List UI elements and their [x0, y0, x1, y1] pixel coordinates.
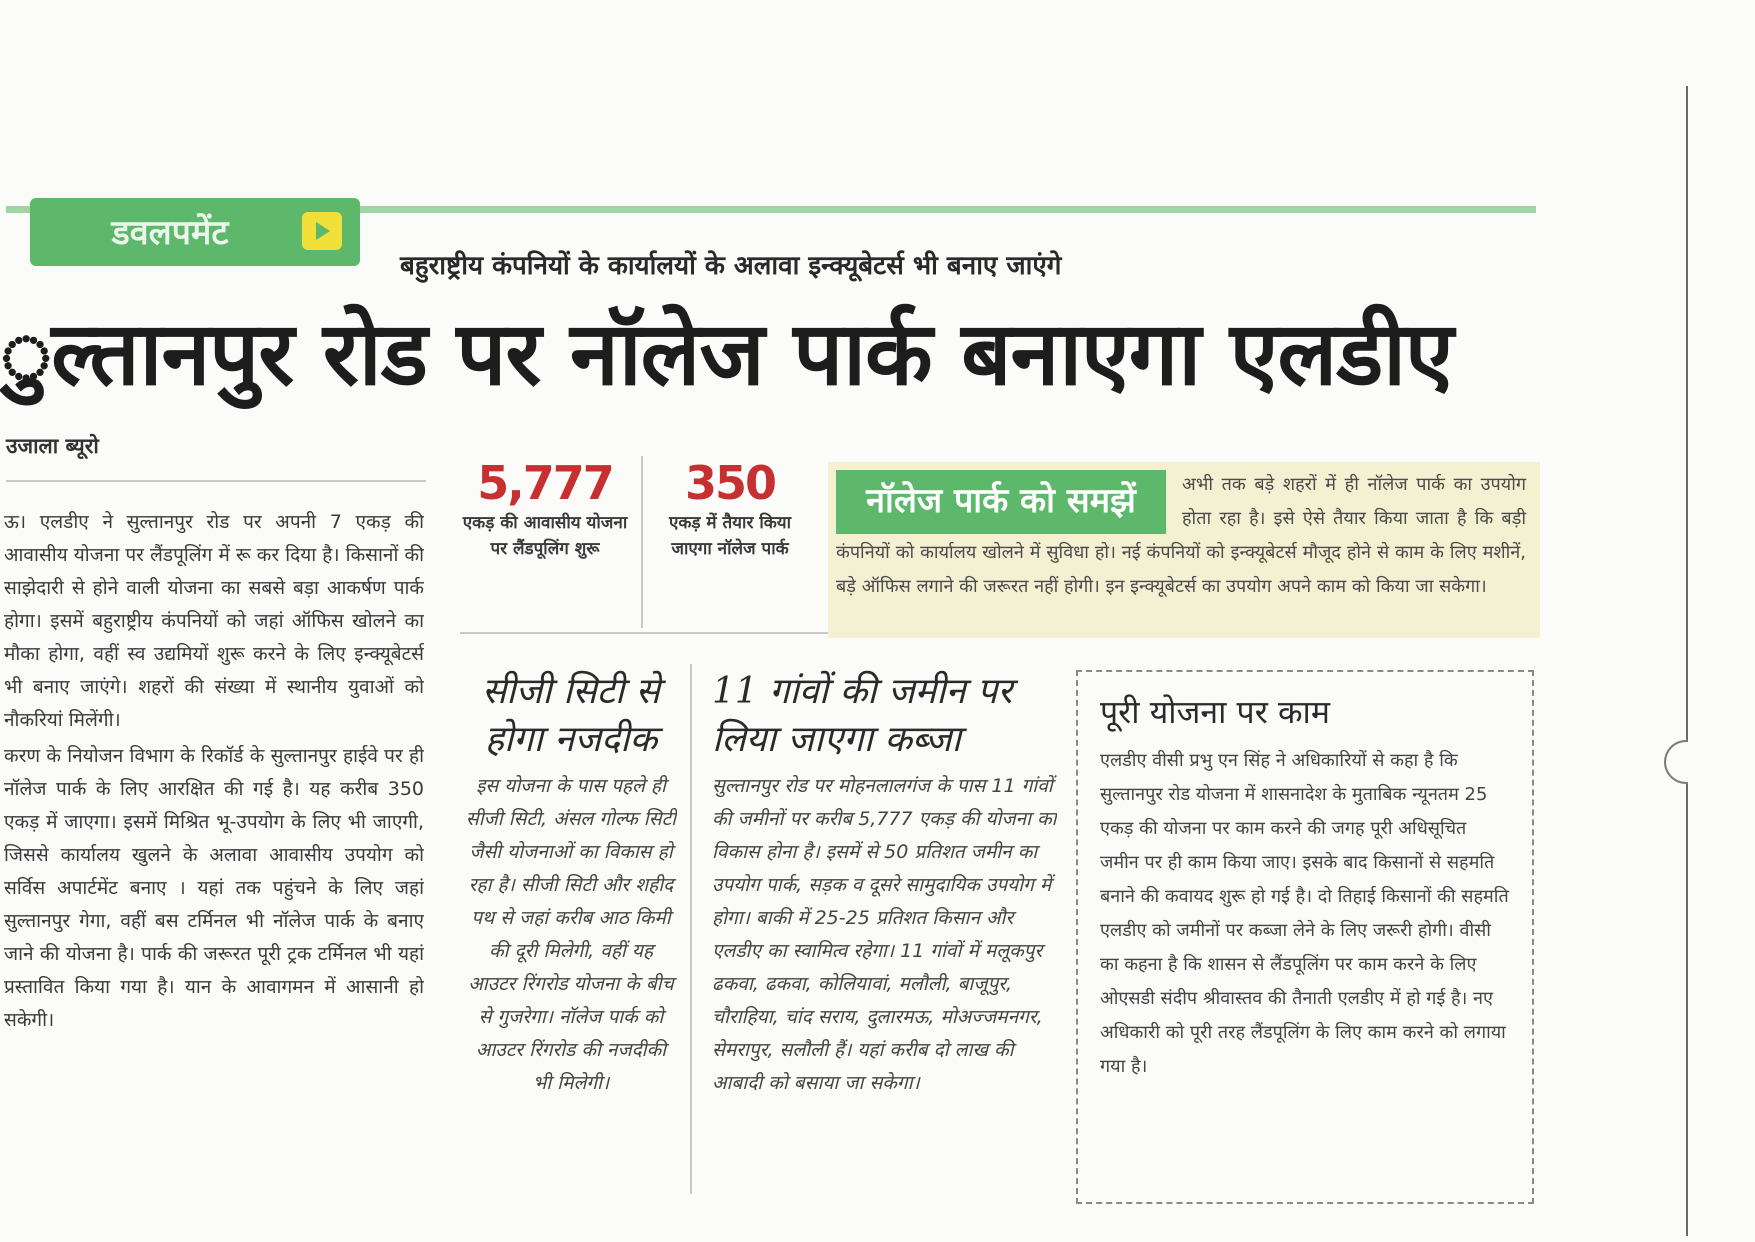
stat-block [460, 456, 630, 562]
column-b-heading: 11 गांवों की जमीन पर लिया जाएगा कब्जा [712, 671, 1013, 760]
left-paragraph: ऊ। एलडीए ने सुल्तानपुर रोड पर अपनी 7 एकड़ की आवासीय योजना पर लैंडपूलिंग में रू कर दिया है। किसानों की साझेदारी से होने वाली योजना का सबसे बड़ा आकर्षण पार्क होगा। इसमें बहुराष्ट्रीय कंपनियों को जहां ऑफिस खोलने का मौका होगा, वहीं स्व उद्यमियों शुरू करने के लिए इन्क्यूबेटर्स भी बनाए जाएंगे। शहरों की संख्या में स्थानीय युवाओं को नौकरियां मिलेंगी। [4, 511, 424, 731]
info-box-text: अभी तक बड़े शहरों में ही नॉलेज पार्क का उपयोग होता रहा है। इसे ऐसे तैयार किया जाता है कि बड़ी कंपनियों को कार्यालय खोलने में सुविधा हो। नई कंपनियों को इन्क्यूबेटर्स मौजूद होने से काम के लिए मशीनें, बड़े ऑफिस लगाने की जरूरत नहीं होगी। इन इन्क्यूबेटर्स का उपयोग अपने काम को किया जा सकेगा। [836, 474, 1526, 597]
info-box-title: नॉलेज पार्क को समझें [836, 470, 1166, 534]
column-a-body: इस योजना के पास पहले ही सीजी सिटी, अंसल गोल्फ सिटी जैसी योजनाओं का विकास हो रहा है। सीजी सिटी और शहीद पथ से जहां करीब आठ किमी की दूरी मिलेगी, वहीं यह आउटर रिंगरोड योजना के बीच से गुजरेगा। नॉलेज पार्क को आउटर रिंगरोड की नजदीकी भी मिलेगी। [465, 775, 677, 1094]
info-box [828, 462, 1540, 638]
left-column [4, 506, 424, 1196]
left-paragraph: करण के नियोजन विभाग के रिकॉर्ड के सुल्तानपुर हाईवे पर ही नॉलेज पार्क के लिए आरक्षित की गई है। यह करीब 350 एकड़ में जाएगा। इसमें मिश्रित भू-उपयोग के लिए भी जाएगी, जिससे कार्यालय खुलने के अलावा आवासीय उपयोग को सर्विस अपार्टमेंट बनाए । यहां तक पहुंचने के लिए जहां सुल्तानपुर गेगा, वहीं बस टर्मिनल भी नॉलेज पार्क के बनाए जाने की योजना है। पार्क की जरूरत पूरी ट्रक टर्मिनल भी यहां प्रस्तावित किया गया है। यान के आवागमन में आसानी हो सकेगी। [4, 745, 424, 1031]
play-icon [302, 212, 342, 250]
stat-divider [641, 456, 643, 628]
column-a-heading: सीजी सिटी से होगा नजदीक [481, 671, 661, 760]
stat-label: एकड़ की आवासीय योजना पर लैंडपूलिंग शुरू [462, 513, 628, 559]
info-box-body [836, 468, 1526, 604]
column-b-body: सुल्तानपुर रोड पर मोहनलालगंज के पास 11 गांवों की जमीनों पर करीब 5,777 एकड़ की योजना का विकास होना है। इसमें से 50 प्रतिशत जमीन का उपयोग पार्क, सड़क व दूसरे सामुदायिक उपयोग में होगा। बाकी में 25-25 प्रतिशत किसान और एलडीए का स्वामित्व रहेगा। 11 गांवों में मलूकपुर ढकवा, ढकवा, कोलियावां, मलौली, बाजूपुर, चौराहिया, चांद सराय, दुलारमऊ, मोअज्जमनगर, सेमरापुर, सलौली हैं। यहां करीब दो लाख की आबादी को बसाया जा सकेगा। [712, 775, 1057, 1094]
page-notch [1664, 740, 1688, 784]
section-tag-label: डवलपमेंट [111, 213, 229, 253]
column-c-body: एलडीए वीसी प्रभु एन सिंह ने अधिकारियों से कहा है कि सुल्तानपुर रोड योजना में शासनादेश के मुताबिक न्यूनतम 25 एकड़ की योजना पर काम करने की जगह पूरी अधिसूचित जमीन पर ही काम किया जाए। इसके बाद किसानों से सहमति बनाने की कवायद शुरू हो गई है। दो तिहाई किसानों की सहमति एलडीए को जमीनों पर कब्जा लेने के लिए जरूरी होगी। वीसी का कहना है कि शासन से लैंडपूलिंग पर काम करने के लिए ओएसडी संदीप श्रीवास्तव की तैनाती एलडीए में हो गई है। नए अधिकारी को पूरी तरह लैंडपूलिंग के लिए काम करने को लगाया गया है। [1100, 750, 1509, 1077]
column-divider [690, 664, 692, 1194]
column-c-heading: पूरी योजना पर काम [1100, 693, 1330, 731]
stat-label: एकड़ में तैयार किया जाएगा नॉलेज पार्क [668, 513, 792, 559]
section-tag [30, 198, 360, 266]
byline: उजाला ब्यूरो [6, 434, 99, 458]
kicker: बहुराष्ट्रीय कंपनियों के कार्यालयों के अलावा इन्क्यूबेटर्स भी बनाए जाएंगे [400, 251, 1062, 281]
stat-number: 5,777 [477, 456, 613, 510]
stat-block [655, 456, 805, 562]
headline: ुल्तानपुर रोड पर नॉलेज पार्क बनाएगा एलडीए [0, 302, 1453, 405]
byline-rule [6, 480, 426, 482]
stat-number: 350 [684, 456, 776, 510]
page-edge [1686, 86, 1688, 1236]
